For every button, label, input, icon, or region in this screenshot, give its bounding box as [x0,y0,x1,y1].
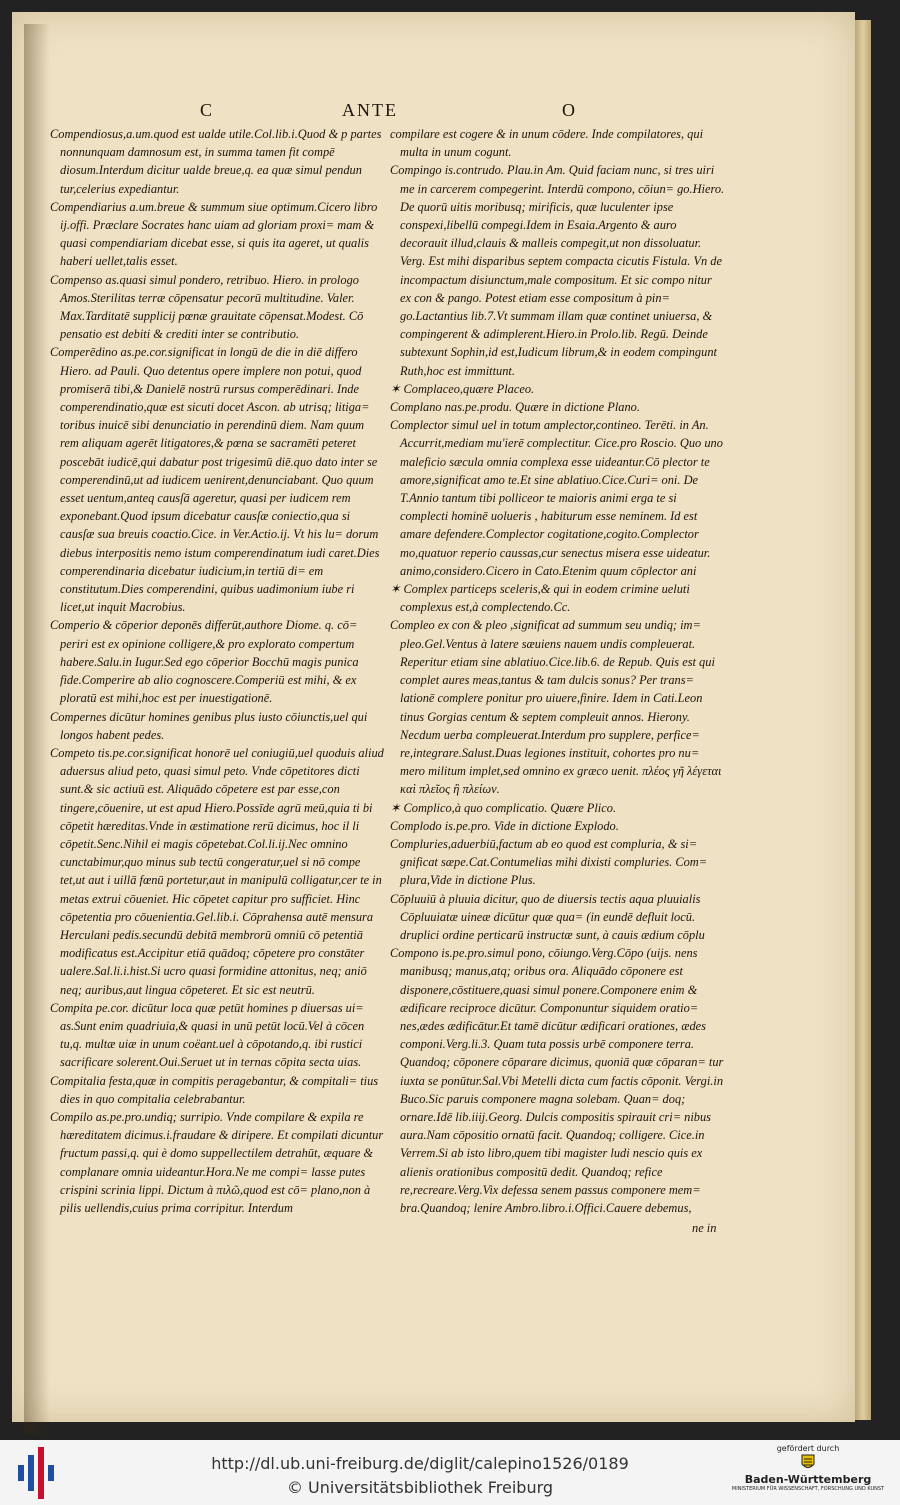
catchword: ne in [692,1221,717,1235]
dictionary-entry: Compleo ex con & pleo ,significat ad summum seu undiq; im= pleo.Gel.Ventus à latere sæuiens nauem undis compleuerat. Reperitur etiam sine ablatiuo.Cice.lib.6. de Repub. Quis est qui complet aures meas,tantus & tam dulcis sonus? Per trans= lationē complere ponitur pro uiuere,finire. Idem in Cati.Leon tinus Gorgias centum & septem compleuit annos. Hierony. Necdum uerba compleuerat.Interdum pro supplere, perfice= re,integrare.Salust.Duas legiones instituit, cohortes pro nu= mero militum implet,sed omnino ex græco uenit. πλέος γῆ λέγεται καὶ πλεῖος ἢ πλείων. [390,618,722,797]
running-head-right: O [562,100,577,120]
dictionary-entry: ✶ Complico,à quo complicatio. Quære Plico. [390,800,617,815]
left-column [50,125,385,1217]
viewer-footer [0,1440,900,1505]
dictionary-entry: compilare est cogere & in unum cōdere. Inde compilatores, qui multa in unum cogunt. [390,127,704,160]
page-edge [855,20,871,1420]
dictionary-entry: Compluries,aduerbiū,factum ab eo quod est compluria, & si= gnificat sæpe.Cat.Contumelias mihi dixisti compluries. Com= plura,Vide in dictione Plus. [390,836,708,888]
dictionary-entry: Compingo is.contrudo. Plau.in Am. Quid faciam nunc, si tres uiri me in carcerem compegerint. Interdū compono, cōiun= go.Hiero. De quorū uitis moribusq; mirificis, quæ luculenter ipse conspexi,libellū compegi.Idem in Esaia.Argento & auro decorauit illud,clauis & malleis compegit,ut non dissoluatur. Verg. Est mihi disparibus septem compacta cicutis Fistula. Vn de incompactum disiunctum,male compositum. Et sic compo nitur ex con & pango. Potest etiam esse compositum à pin= go.Lactantius lib.7.Vt summam illam quæ continet uniuersa, & compingerent & adimplerent.Hiero.in Prolo.lib. Regū. Deinde subtexunt Sophin,id est,Iudicum librum,& in eodem compingunt Ruth,hoc est immittunt. [390,163,725,378]
dictionary-entry: Compendiosus,a.um.quod est ualde utile.Col.lib.i.Quod & p partes nonnunquam damnosum est, in summa tamen fit compē diosum.Interdum dicitur ualde breue,q. ea quæ simul pendun tur,celerius expediantur. [50,127,382,196]
dictionary-entry: Comperēdino as.pe.cor.significat in longū de die in diē differo Hiero. ad Pauli. Quo detentus opere implere non potui, quod promiserā tibi,& Danielē nostrū rursus comperēdinari. Inde comperendinatio,quæ est sicuti docet Ascon. ab utrisq; litiga= toribus inuicē sibi denunciatio in perendinū diem. Nam quum rem aliquam agerēt litigatores,& pœna se sacramēti peteret poscebāt iudicē,qui dabatur post trigesimū diē.quo dato inter se comperendinū,ut ad iudicem uenirent,denunciabant. Quo quum esset uentum,anteq causſā ageretur, quasi per iudicem rem exponebant.Quod ipsum dicebatur causſæ coniectio,qua si causſæ sua breuis coactio.Cice. in Ver.Actio.ij. Vt his lu= dorum diebus interpositis nemo istum comperendinatum iudi caret.Dies comperendinaria dicebatur iudicium,in tertiū di= em constitutum.Dies comperendini, quibus uadimonium iube ri licet,ut inquit Macrobius. [50,345,380,615]
dictionary-entry: ✶ Complaceo,quære Placeo. [390,381,535,396]
running-head-left: C [200,100,215,120]
ub-freiburg-logo-icon [14,1447,60,1499]
dictionary-entry: Complector simul uel in totum amplector,contineo. Terēti. in An. Accurrit,mediam mu'ierē complectitur. Cice.pro Roscio. Quo uno maleficio sæcula omnia complexa esse uideantur.Cō plector te amore,significat amo te.Et sine ablatiuo.Cice.Curi= oni. De T.Annio tantum tibi polliceor te maioris animi erga te si complecti hominē uolueris , habiturum esse neminem. Id est amare defendere.Complector cogitatione,cogito.Complector mo,quatuor reperio caussas,cur senectus misera esse uideatur. animo,considero.Cicero in Cato.Etenim quum cōplector ani [390,418,723,578]
dictionary-entry: Cōpluuiū à pluuia dicitur, quo de diuersis tectis aqua pluuialis Cōpluuiatæ uineæ dicūtur quæ qua= (in eundē defluit locū. druplici ordine perticarū instructæ sunt, à cauis ædium cōplu [390,891,705,942]
dictionary-entry: Compitalia festa,quæ in compitis peragebantur, & compitali= tius dies in quo compitalia celebrabantur. [50,1073,379,1106]
book-page [12,12,855,1422]
dictionary-entry: Compenso as.quasi simul pondero, retribuo. Hiero. in prologo Amos.Sterilitas terræ cōpensatur pecorū multitudine. Valer. Max.Tarditatē supplicij pœnæ grauitate cōpensat.Modest. Cō pensatio est debiti & crediti inter se contributio. [50,272,364,342]
running-head-center: ANTE [342,100,398,120]
dictionary-entry: Comperio & cōperior deponēs differūt,authore Diome. q. cō= periri est ex opinione colligere,& pro explorato compertum habere.Salu.in Iugur.Sed ego cōperior Bocchū magis punica fide.Comperire ab alio cognoscere.Comperiū est mihi, & ex ploratū est mihi,hoc est per inuestigationē. [50,618,359,706]
right-column [390,125,725,1217]
page-gutter-shadow [24,24,50,1434]
dictionary-entry: Compono is.pe.pro.simul pono, cōiungo.Verg.Cōpo (uijs. nens manibusq; manus,atq; oribus ora. Aliquādo cōponere est disponere,cōstituere,quasi simul ponere.Componere enim & ædificare reciproce dicūtur. Componuntur siquidem oratio= nes,ædes ædificātur.Et tamē dicūtur ædificari orationes, ædes componi.Verg.li.3. Quam tuta possis urbē componere terra. Quandoq; cōponere cōparare dicimus, quoniā quæ cōparan= tur iuxta se ponūtur.Sal.Vbi Metelli dicta cum factis cōponit. Vergi.in Buco.Sic paruis componere magna solebam. Quan= doq; ornare.Idē lib.iiij.Georg. Dulcis compositis spirauit cri= nibus aura.Nam cōpositio ornatū facit. Quandoq; colligere. Cice.in Verrem.Si ab isto libro,quem tibi magister ludi nescio quis ex alienis orationibus compositū dedit. Quandoq; refice re,recreare.Verg.Vix defessa senem passus componere mem= bra.Quandoq; lenire Ambro.libro.i.Offici.Cauere debemus, [390,946,724,1215]
dictionary-entry: Compernes dicūtur homines genibus plus iusto cōiunctis,uel qui longos habent pedes. [50,709,368,742]
state-name: Baden-Württemberg [744,1473,872,1486]
dictionary-entry: Complano nas.pe.produ. Quære in dictione Plano. [390,400,640,415]
copyright-owner: © Universitätsbibliothek Freiburg [286,1478,554,1497]
running-head [192,100,612,122]
permalink-url[interactable]: http://dl.ub.uni-freiburg.de/diglit/calepino1526/0189 [211,1454,629,1473]
dictionary-entry: Compita pe.cor. dicūtur loca quæ petūt homines p diuersas ui= as.Sunt enim quadriuia,& quasi in unū petūt locū.Vel à cōcen tu,q. multæ uiæ in unum coëant.uel à cōpotando,q. ibi rustici sacrificare solerent.Oui.Seruet ut in ternas cōpita secta uias. [50,1000,365,1070]
dictionary-entry: Competo tis.pe.cor.significat honorē uel coniugiū,uel quoduis aliud aduersus aliud peto, quasi simul peto. Vnde cōpetitores dicti sunt.& sic actiuū est. Aliquādo cōpetere est par esse,con tingere,cōuenire, ut est apud Hiero.Possīde agrū meū,quia ti bi cōpetit hæreditas.Vnde in æstimatione rerū dicimus, hoc il li cōpetit.Senc.Nihil ei magis cōpetebat.Col.li.ij.Nec omnino cunctabimur,quo minus sub tectū congeratur,uel si nō compe tet,ut aut i uillā fœnū portetur,aut in manipulū colligatur,cer te in metas extrui cōueniet. Hic cōpetet capitur pro sufficiet. Hinc cōpetentia pro cōuenientia.Gel.lib.i. Cōprahensa autē mensura Herculani pedis.secundū debitā membrorū omniū cō petentiā modificatus est.Accipitur etiā quādoq; cōpetere pro constāter ualere.Sal.li.i.hist.Si ucro quasi formidine attonitus, neq; aniō neq; auribus,aut lingua cōpeteret. Et sic est neutrū. [50,745,384,997]
dictionary-entry: ✶ Complex particeps sceleris,& qui in eodem crimine ueluti complexus est,à complectendo.Cc. [390,582,690,615]
baden-wuerttemberg-crest-icon [797,1454,819,1472]
dictionary-entry: Compendiarius a.um.breue & summum siue optimum.Cicero libro ij.offi. Præclare Socrates hanc uiam ad gloriam proxi= mam & quasi compendiariam dicebat esse, si quis ita ageret, ut qualis haberi uellet,talis esset. [50,199,378,269]
dictionary-entry: Complodo is.pe.pro. Vide in dictione Explodo. [390,818,619,833]
funding-label: gefördert durch [776,1444,840,1453]
ministry-name: MINISTERIUM FÜR WISSENSCHAFT, FORSCHUNG UND KUNST [731,1486,885,1492]
dictionary-entry: Compilo as.pe.pro.undiq; surripio. Vnde compilare & expila re hæreditatem dicimus.i.fraudare & diripere. Et compilati dicuntur fructum passi,q. qui è domo suppellectilem detrahūt, æquare & complanare omnia uideantur.Hora.Ne me compi= lasse putes crispini scrinia lippi. Dictum à πιλῶ,quod est cō= plano,non à pilis uellendis,cuius prima corripitur. Interdum [50,1109,384,1215]
funding-block [728,1444,888,1502]
